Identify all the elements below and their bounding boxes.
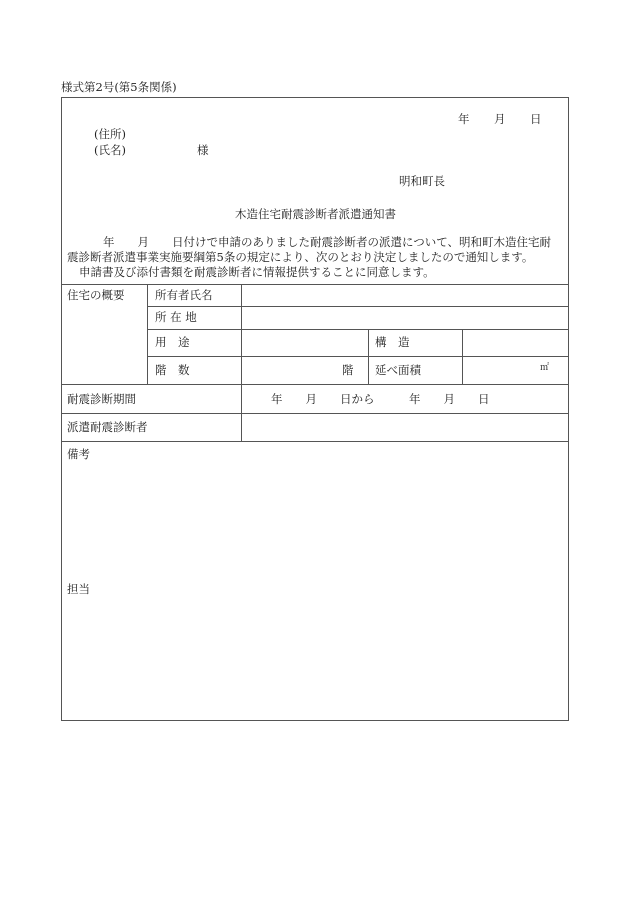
dispatched-label: 派遣耐震診断者 <box>67 420 148 434</box>
period-label: 耐震診断期間 <box>67 392 136 406</box>
col-rule-labels <box>241 284 242 441</box>
col-rule-right <box>462 329 463 384</box>
form-number: 様式第2号(第5条関係) <box>61 80 177 94</box>
table-top-rule <box>61 284 569 285</box>
structure-label: 構 造 <box>375 335 410 349</box>
use-label: 用 途 <box>155 335 190 349</box>
sender-name: 明和町長 <box>399 174 445 188</box>
row-rule-location <box>147 329 569 330</box>
row-rule-overview-end <box>61 384 569 385</box>
row-rule-owner <box>147 306 569 307</box>
col-rule-mid <box>368 329 369 384</box>
col-rule-overview <box>147 284 148 384</box>
recipient-name-label: (氏名) <box>94 143 126 157</box>
row-rule-period <box>61 413 569 414</box>
body-line-3: 申請書及び添付書類を耐震診断者に情報提供することに同意します。 <box>79 265 435 279</box>
location-label: 所 在 地 <box>155 310 197 324</box>
contact-label: 担当 <box>67 582 90 596</box>
recipient-address-label: (住所) <box>94 127 126 141</box>
recipient-honorific: 様 <box>197 143 209 157</box>
row-rule-dispatched <box>61 441 569 442</box>
date-day-label: 日 <box>530 112 542 126</box>
body-line-2: 震診断者派遣事業実施要綱第5条の規定により、次のとおり決定しましたので通知します。 <box>67 250 534 264</box>
area-unit: ㎡ <box>540 363 550 373</box>
floors-label: 階 数 <box>155 363 190 377</box>
period-value: 年 月 日から 年 月 日 <box>271 392 490 406</box>
overview-label: 住宅の概要 <box>67 288 125 302</box>
owner-label: 所有者氏名 <box>155 288 213 302</box>
document-title: 木造住宅耐震診断者派遣通知書 <box>235 207 396 221</box>
body-line-1: 年 月 日付けで申請のありました耐震診断者の派遣について、明和町木造住宅耐 <box>103 235 552 249</box>
form-frame <box>61 97 569 721</box>
date-year-label: 年 <box>458 112 470 126</box>
notes-label: 備考 <box>67 447 90 461</box>
area-label: 延べ面積 <box>375 363 421 377</box>
row-rule-use <box>147 356 569 357</box>
date-month-label: 月 <box>494 112 506 126</box>
floors-unit: 階 <box>342 363 354 377</box>
